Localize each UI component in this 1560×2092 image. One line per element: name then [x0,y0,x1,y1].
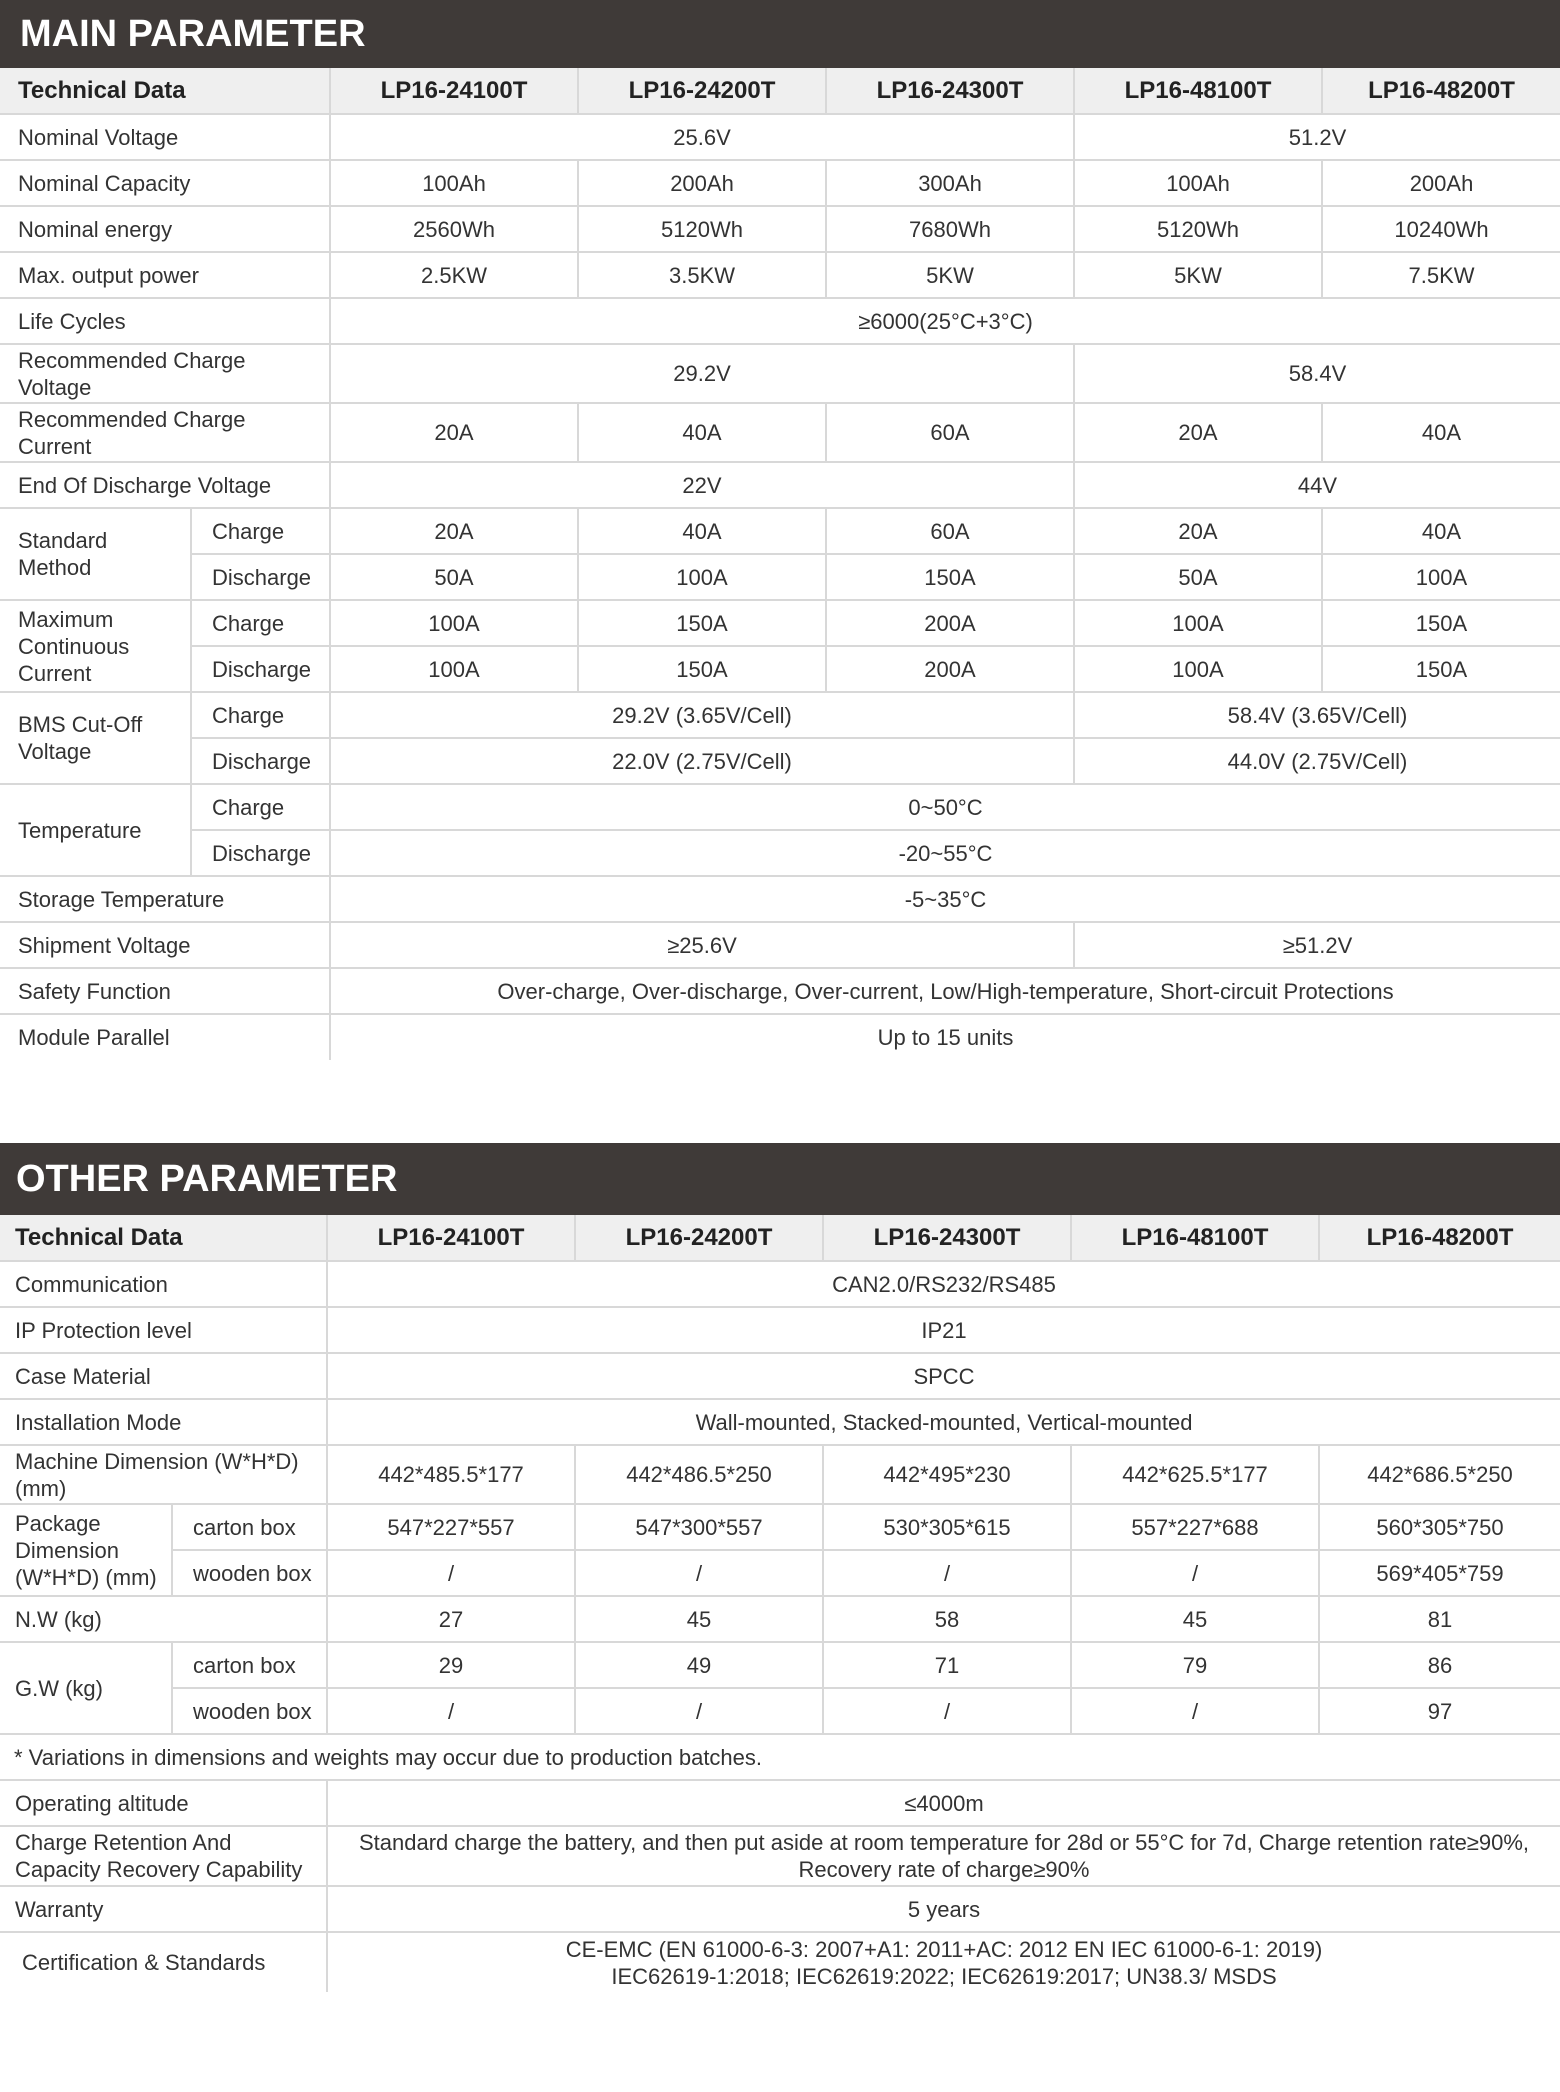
table-row [0,1932,1560,1992]
charge-retention-line-2: Recovery rate of charge≥90% [798,1857,1090,1882]
table-row [0,876,1560,922]
row-group-label: BMS Cut-Off Voltage [0,692,191,784]
cell-value: 60A [826,508,1074,554]
cell-value: 44V [1074,462,1560,508]
cell-value: 40A [1322,508,1560,554]
cell-value: 29.2V (3.65V/Cell) [330,692,1074,738]
table-row [0,1886,1560,1932]
footnote: * Variations in dimensions and weights may occur due to production batches. [0,1734,1560,1780]
cell-value: 50A [330,554,578,600]
row-label: Communication [0,1261,327,1307]
table-row [0,1734,1560,1780]
table-row [0,1550,1560,1596]
row-label: Charge Retention And Capacity Recovery Capability [0,1826,327,1886]
cell-value: 40A [1322,403,1560,462]
cell-value: 5120Wh [1074,206,1322,252]
row-label: N.W (kg) [0,1596,327,1642]
table-row [0,1014,1560,1060]
row-label: Life Cycles [0,298,330,344]
cell-value: Wall-mounted, Stacked-mounted, Vertical-mounted [327,1399,1560,1445]
cell-value: 150A [578,646,826,692]
cell-value: Over-charge, Over-discharge, Over-current, Low/High-temperature, Short-circuit Protections [330,968,1560,1014]
cell-value: 51.2V [1074,114,1560,160]
cell-value: 150A [578,600,826,646]
cell-value: / [823,1550,1071,1596]
table-row [0,1780,1560,1826]
cell-value: 81 [1319,1596,1560,1642]
cell-value: Up to 15 units [330,1014,1560,1060]
cell-value: 100A [330,646,578,692]
cell-value: ≥6000(25°C+3°C) [330,298,1560,344]
header-model: LP16-48200T [1319,1215,1560,1261]
cell-value: 442*495*230 [823,1445,1071,1504]
cell-value: 530*305*615 [823,1504,1071,1550]
table-header-row [0,68,1560,114]
cell-value: 547*227*557 [327,1504,575,1550]
table-row [0,298,1560,344]
table-row [0,403,1560,462]
cell-value: ≥25.6V [330,922,1074,968]
table-row [0,738,1560,784]
cell-value: 97 [1319,1688,1560,1734]
cell-value: 58.4V (3.65V/Cell) [1074,692,1560,738]
certification-line-1: CE-EMC (EN 61000-6-3: 2007+A1: 2011+AC: 2012 EN IEC 61000-6-1: 2019) [565,1936,1323,1962]
cell-value: 100A [578,554,826,600]
main-parameter-table [0,68,1560,1060]
row-label: Installation Mode [0,1399,327,1445]
cell-value: / [1071,1550,1319,1596]
cell-value: 7680Wh [826,206,1074,252]
cell-value: 2.5KW [330,252,578,298]
cell-value: 200A [826,600,1074,646]
cell-value: 100Ah [330,160,578,206]
cell-value: IP21 [327,1307,1560,1353]
cell-value: 58.4V [1074,344,1560,403]
cell-value: 100Ah [1074,160,1322,206]
cell-value: 40A [578,508,826,554]
cell-value: 10240Wh [1322,206,1560,252]
header-model: LP16-24300T [823,1215,1071,1261]
row-label: Shipment Voltage [0,922,330,968]
table-row [0,692,1560,738]
table-row [0,508,1560,554]
cell-value: 560*305*750 [1319,1504,1560,1550]
table-row [0,830,1560,876]
header-model: LP16-24100T [327,1215,575,1261]
cell-value: 442*625.5*177 [1071,1445,1319,1504]
cell-value: 22V [330,462,1074,508]
cell-value: 200A [826,646,1074,692]
cell-value: 44.0V (2.75V/Cell) [1074,738,1560,784]
certification-line-2: IEC62619-1:2018; IEC62619:2022; IEC62619:2017; UN38.3/ MSDS [611,1963,1277,1989]
table-row [0,1307,1560,1353]
table-row [0,252,1560,298]
sub-label: Charge [191,784,330,830]
row-label: Recommended Charge Voltage [0,344,330,403]
row-label: Machine Dimension (W*H*D) (mm) [0,1445,327,1504]
cell-value: 200Ah [578,160,826,206]
cell-value: 25.6V [330,114,1074,160]
cell-value: 29 [327,1642,575,1688]
table-header-row [0,1215,1560,1261]
table-row [0,1688,1560,1734]
cell-value: 5KW [826,252,1074,298]
cell-value: 49 [575,1642,823,1688]
sub-label: wooden box [172,1550,327,1596]
cell-value: 442*486.5*250 [575,1445,823,1504]
cell-value: 20A [330,508,578,554]
sub-label: Discharge [191,738,330,784]
table-row [0,646,1560,692]
cell-value: -5~35°C [330,876,1560,922]
cell-value: 547*300*557 [575,1504,823,1550]
cell-value: 20A [1074,403,1322,462]
row-group-label: Package Dimension (W*H*D) (mm) [0,1504,172,1596]
cell-value: 5KW [1074,252,1322,298]
table-row [0,922,1560,968]
row-label: Safety Function [0,968,330,1014]
row-label: Operating altitude [0,1780,327,1826]
cell-value: 5120Wh [578,206,826,252]
table-row [0,1642,1560,1688]
sub-label: Charge [191,600,330,646]
cell-value: 29.2V [330,344,1074,403]
cell-value: / [327,1688,575,1734]
cell-value: 442*485.5*177 [327,1445,575,1504]
cell-value: 442*686.5*250 [1319,1445,1560,1504]
table-row [0,1399,1560,1445]
header-model: LP16-24100T [330,68,578,114]
cell-value: ≥51.2V [1074,922,1560,968]
cell-value: 300Ah [826,160,1074,206]
cell-value: / [575,1688,823,1734]
row-label: Nominal Voltage [0,114,330,160]
cell-value: 40A [578,403,826,462]
table-row [0,554,1560,600]
row-group-label: G.W (kg) [0,1642,172,1734]
row-group-label: Maximum Continuous Current [0,600,191,692]
table-row [0,114,1560,160]
row-group-label: Standard Method [0,508,191,600]
cell-value: 150A [826,554,1074,600]
cell-value: 557*227*688 [1071,1504,1319,1550]
header-technical-data: Technical Data [0,68,330,114]
table-row [0,1504,1560,1550]
sub-label: carton box [172,1504,327,1550]
cell-value: 45 [1071,1596,1319,1642]
sub-label: carton box [172,1642,327,1688]
cell-value: 100A [1074,646,1322,692]
cell-value: 100A [1074,600,1322,646]
row-label: Recommended Charge Current [0,403,330,462]
cell-value: / [575,1550,823,1596]
other-parameter-title: OTHER PARAMETER [0,1143,1560,1215]
table-row [0,968,1560,1014]
cell-value: / [327,1550,575,1596]
row-group-label: Temperature [0,784,191,876]
cell-value: 100A [330,600,578,646]
other-parameter-table [0,1215,1560,1992]
cell-value: ≤4000m [327,1780,1560,1826]
header-model: LP16-24300T [826,68,1074,114]
table-row [0,1261,1560,1307]
cell-value: 71 [823,1642,1071,1688]
cell-value: / [1071,1688,1319,1734]
row-label: End Of Discharge Voltage [0,462,330,508]
row-label: Nominal Capacity [0,160,330,206]
other-parameter-section [0,1143,1560,1992]
header-technical-data: Technical Data [0,1215,327,1261]
cell-value: 27 [327,1596,575,1642]
row-label: Certification & Standards [0,1932,327,1992]
table-row [0,1596,1560,1642]
row-label: Warranty [0,1886,327,1932]
cell-value: 79 [1071,1642,1319,1688]
charge-retention-line-1: Standard charge the battery, and then put aside at room temperature for 28d or 55°C for 7d, Charge retention rate≥90%, [358,1830,1530,1855]
header-model: LP16-48100T [1071,1215,1319,1261]
cell-value: 20A [330,403,578,462]
cell-value: 22.0V (2.75V/Cell) [330,738,1074,784]
cell-value: 50A [1074,554,1322,600]
row-label: Storage Temperature [0,876,330,922]
table-row [0,1826,1560,1886]
cell-value: 45 [575,1596,823,1642]
row-label: Nominal energy [0,206,330,252]
table-row [0,1445,1560,1504]
table-row [0,1353,1560,1399]
table-row [0,600,1560,646]
cell-value: / [823,1688,1071,1734]
row-label: IP Protection level [0,1307,327,1353]
cell-value: 2560Wh [330,206,578,252]
cell-value: 150A [1322,646,1560,692]
cell-value: 5 years [327,1886,1560,1932]
cell-value [327,1932,1560,1992]
table-row [0,784,1560,830]
cell-value: SPCC [327,1353,1560,1399]
sub-label: Discharge [191,554,330,600]
cell-value: 0~50°C [330,784,1560,830]
header-model: LP16-48100T [1074,68,1322,114]
sub-label: Charge [191,508,330,554]
cell-value: 86 [1319,1642,1560,1688]
sub-label: Discharge [191,646,330,692]
cell-value [327,1826,1560,1886]
header-model: LP16-24200T [575,1215,823,1261]
header-model: LP16-24200T [578,68,826,114]
row-label: Max. output power [0,252,330,298]
cell-value: 150A [1322,600,1560,646]
table-row [0,160,1560,206]
cell-value: CAN2.0/RS232/RS485 [327,1261,1560,1307]
sub-label: Charge [191,692,330,738]
cell-value: 3.5KW [578,252,826,298]
header-model: LP16-48200T [1322,68,1560,114]
cell-value: 200Ah [1322,160,1560,206]
table-row [0,206,1560,252]
cell-value: 20A [1074,508,1322,554]
cell-value: 100A [1322,554,1560,600]
cell-value: 60A [826,403,1074,462]
table-row [0,462,1560,508]
cell-value: -20~55°C [330,830,1560,876]
row-label: Module Parallel [0,1014,330,1060]
sub-label: Discharge [191,830,330,876]
row-label: Case Material [0,1353,327,1399]
main-parameter-title: MAIN PARAMETER [0,0,1560,68]
sub-label: wooden box [172,1688,327,1734]
cell-value: 7.5KW [1322,252,1560,298]
table-row [0,344,1560,403]
cell-value: 569*405*759 [1319,1550,1560,1596]
cell-value: 58 [823,1596,1071,1642]
